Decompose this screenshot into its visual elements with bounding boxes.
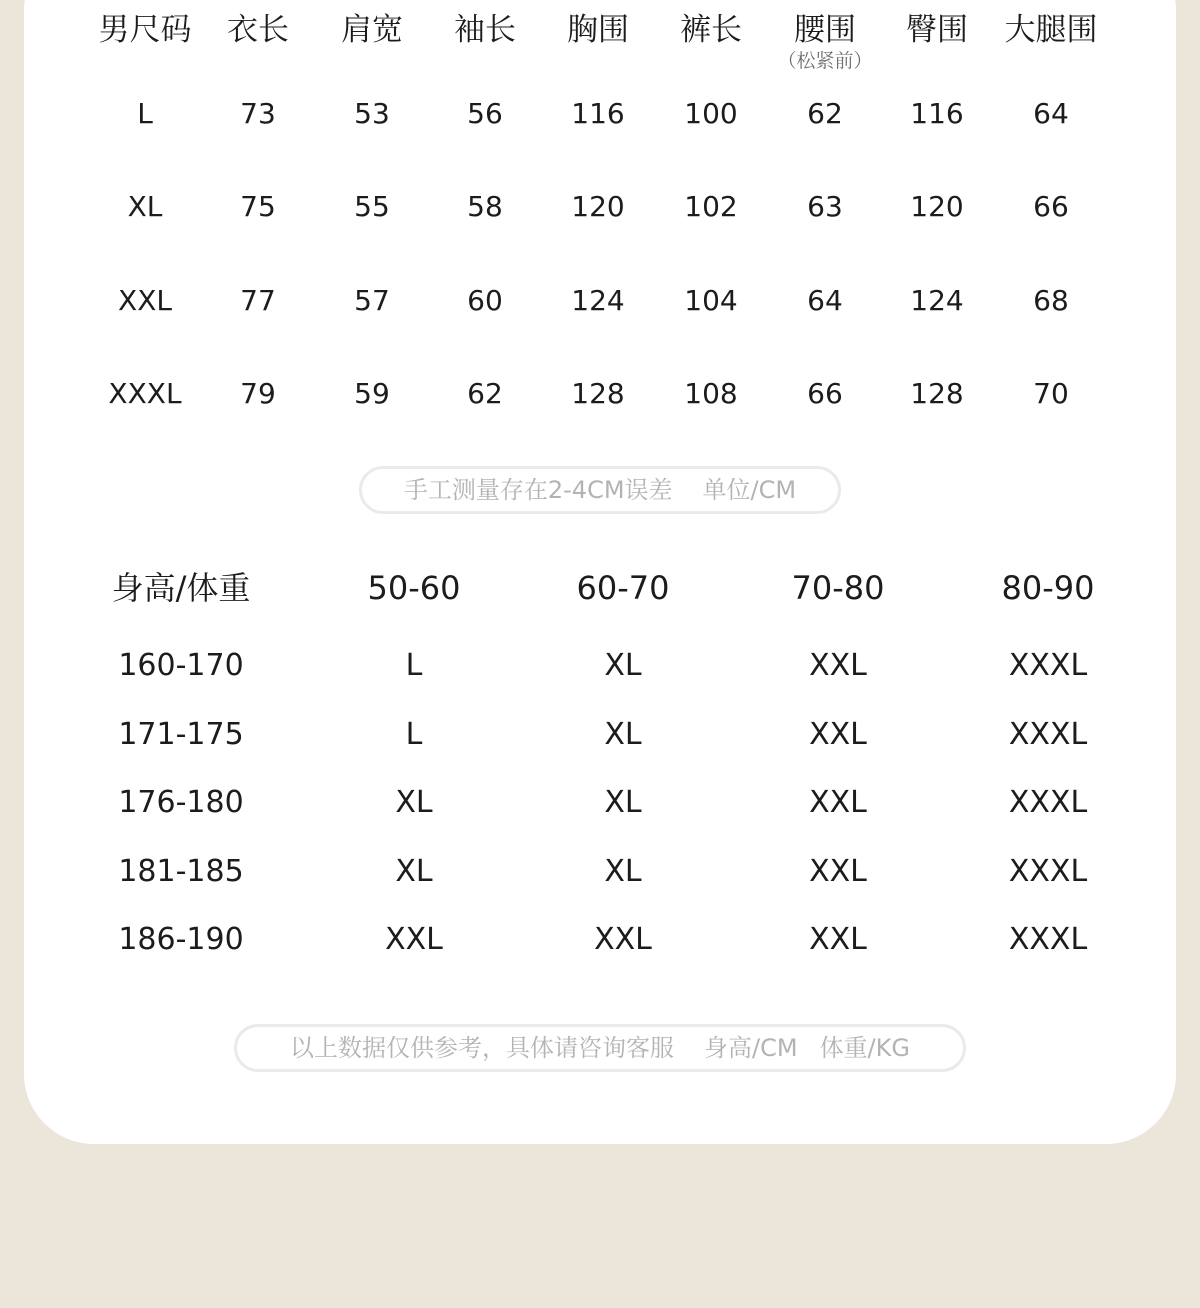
table-row — [0, 185, 1200, 229]
value-cell: 64 — [1033, 97, 1069, 130]
size-cell: XL — [604, 785, 642, 820]
size-cell: XXL — [809, 922, 867, 957]
value-cell: 56 — [467, 97, 503, 130]
unit-note-text: 单位/CM — [702, 476, 797, 504]
size-cell: XXXL — [1008, 854, 1088, 889]
size-cell: L — [405, 717, 423, 752]
value-cell: 68 — [1033, 284, 1069, 317]
value-cell: 116 — [910, 97, 964, 130]
size-recommendation-table — [0, 560, 1200, 980]
header-hip: 臀围 — [906, 12, 968, 48]
header-shoulder: 肩宽 — [341, 12, 403, 48]
size-cell: XXL — [809, 717, 867, 752]
value-cell: 62 — [467, 377, 503, 410]
height-cell: 186-190 — [118, 922, 244, 957]
value-cell: 70 — [1033, 377, 1069, 410]
height-cell: 181-185 — [118, 854, 244, 889]
value-cell: 57 — [354, 284, 390, 317]
height-unit-text: 身高/CM — [704, 1034, 798, 1062]
value-cell: 59 — [354, 377, 390, 410]
size-cell: XXL — [385, 922, 443, 957]
value-cell: 66 — [1033, 190, 1069, 223]
weight-unit-text: 体重/KG — [819, 1034, 910, 1062]
value-cell: 120 — [910, 190, 964, 223]
value-cell: 64 — [807, 284, 843, 317]
value-cell: 79 — [240, 377, 276, 410]
size-cell: XXXL — [1008, 717, 1088, 752]
table-row — [0, 711, 1200, 759]
header-sleeve: 袖长 — [454, 12, 516, 48]
size-cell: XXXL — [1008, 922, 1088, 957]
header-waist-note: （松紧前） — [777, 50, 873, 72]
value-cell: 58 — [467, 190, 503, 223]
size-cell: L — [405, 648, 423, 683]
size-cell: XL — [604, 648, 642, 683]
size-cell: XXL — [594, 922, 652, 957]
header-weight-range: 50-60 — [367, 569, 461, 607]
size-cell: XXXL — [1008, 785, 1088, 820]
table-row — [0, 642, 1200, 690]
header-chest: 胸围 — [567, 12, 629, 48]
value-cell: 55 — [354, 190, 390, 223]
recommendation-header-row — [0, 564, 1200, 612]
error-note-text: 手工测量存在2-4CM误差 — [403, 476, 673, 504]
table-row — [0, 372, 1200, 416]
header-height-weight: 身高/体重 — [111, 569, 251, 607]
table-row — [0, 779, 1200, 827]
size-chart-header-row — [0, 8, 1200, 78]
value-cell: 108 — [684, 377, 738, 410]
size-cell: XXL — [118, 284, 172, 317]
height-cell: 176-180 — [118, 785, 244, 820]
header-weight-range: 80-90 — [1001, 569, 1095, 607]
header-size: 男尺码 — [98, 12, 192, 48]
header-weight-range: 70-80 — [791, 569, 885, 607]
header-pants-length: 裤长 — [680, 12, 742, 48]
value-cell: 128 — [910, 377, 964, 410]
height-cell: 171-175 — [118, 717, 244, 752]
value-cell: 104 — [684, 284, 738, 317]
header-weight-range: 60-70 — [576, 569, 670, 607]
table-row — [0, 848, 1200, 896]
value-cell: 63 — [807, 190, 843, 223]
value-cell: 120 — [571, 190, 625, 223]
value-cell: 77 — [240, 284, 276, 317]
size-cell: L — [137, 97, 153, 130]
size-cell: XL — [395, 785, 433, 820]
table-row — [0, 92, 1200, 136]
value-cell: 75 — [240, 190, 276, 223]
size-cell: XL — [604, 717, 642, 752]
size-cell: XXL — [809, 785, 867, 820]
table-row — [0, 279, 1200, 323]
size-cell: XXL — [809, 854, 867, 889]
value-cell: 53 — [354, 97, 390, 130]
size-cell: XXXL — [1008, 648, 1088, 683]
height-cell: 160-170 — [118, 648, 244, 683]
value-cell: 62 — [807, 97, 843, 130]
value-cell: 128 — [571, 377, 625, 410]
size-cell: XXXL — [108, 377, 182, 410]
value-cell: 66 — [807, 377, 843, 410]
value-cell: 102 — [684, 190, 738, 223]
reference-note-pill — [234, 1024, 966, 1072]
size-cell: XL — [604, 854, 642, 889]
reference-note-text: 以上数据仅供参考，具体请咨询客服 — [290, 1034, 674, 1062]
table-row — [0, 916, 1200, 964]
header-length: 衣长 — [227, 12, 289, 48]
size-cell: XL — [395, 854, 433, 889]
size-chart-table — [0, 0, 1200, 430]
size-cell: XXL — [809, 648, 867, 683]
size-cell: XL — [127, 190, 163, 223]
header-thigh: 大腿围 — [1004, 12, 1098, 48]
value-cell: 124 — [910, 284, 964, 317]
value-cell: 116 — [571, 97, 625, 130]
value-cell: 124 — [571, 284, 625, 317]
measurement-note-pill — [359, 466, 841, 514]
header-waist: 腰围 （松紧前） — [760, 8, 890, 72]
value-cell: 60 — [467, 284, 503, 317]
value-cell: 73 — [240, 97, 276, 130]
value-cell: 100 — [684, 97, 738, 130]
